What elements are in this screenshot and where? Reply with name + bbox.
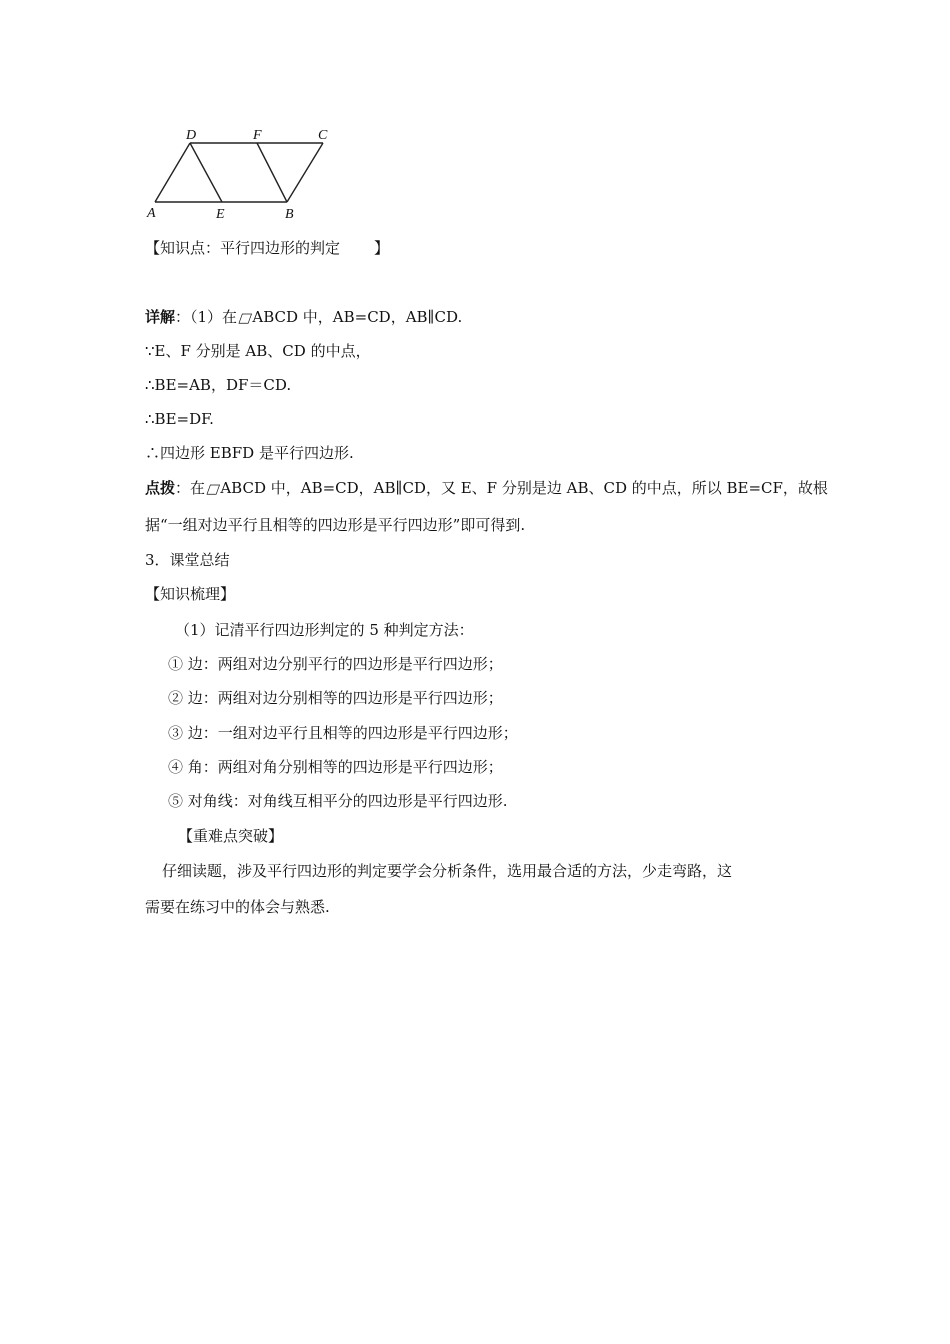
segment-bc xyxy=(287,143,323,202)
solution-text-post: ABCD 中，AB=CD，AB∥CD. xyxy=(252,308,463,326)
knowledge-review-heading: 【知识梳理】 xyxy=(145,585,236,603)
method-item-1: ① 边：两组对边分别平行的四边形是平行四边形； xyxy=(168,655,503,673)
parallelogram-icon: □ xyxy=(204,482,223,497)
knowledge-point-text: 【知识点：平行四边形的判定 xyxy=(145,239,341,257)
solution-text-pre: ：（1）在 xyxy=(175,308,238,326)
label-c: C xyxy=(318,128,328,143)
tip-line-1 xyxy=(145,478,828,500)
solution-line-1 xyxy=(145,307,462,329)
segment-de xyxy=(190,143,222,202)
label-b: B xyxy=(285,207,294,222)
methods-intro: （1）记清平行四边形判定的 5 种判定方法： xyxy=(175,621,474,639)
solution-line-2: ∵E、F 分别是 AB、CD 的中点， xyxy=(145,342,371,360)
label-a: A xyxy=(147,206,156,221)
label-f: F xyxy=(253,128,262,143)
knowledge-point-tag xyxy=(145,238,389,258)
summary-paragraph-line-1: 仔细读题，涉及平行四边形的判定要学会分析条件，选用最合适的方法，少走弯路，这 xyxy=(162,862,733,880)
parallelogram-figure xyxy=(140,120,340,225)
solution-line-5: ∴四边形 EBFD 是平行四边形. xyxy=(145,444,354,462)
tip-text-pre: ：在 xyxy=(175,479,206,497)
method-item-5: ⑤ 对角线：对角线互相平分的四边形是平行四边形. xyxy=(168,792,508,810)
label-d: D xyxy=(186,128,197,143)
solution-line-4: ∴BE=DF. xyxy=(145,410,214,428)
solution-label: 详解 xyxy=(145,308,176,326)
segment-ad xyxy=(155,143,190,202)
tip-label: 点拨 xyxy=(145,479,176,497)
summary-heading: 3．课堂总结 xyxy=(145,551,230,569)
summary-paragraph-line-2: 需要在练习中的体会与熟悉. xyxy=(145,898,330,916)
tip-text-post: ABCD 中，AB=CD，AB∥CD，又 E、F 分别是边 AB、CD 的中点，所以 BE=CF，故根 xyxy=(220,479,828,497)
solution-line-3: ∴BE=AB，DF＝CD. xyxy=(145,376,292,394)
key-points-heading: 【重难点突破】 xyxy=(178,827,284,845)
segment-fb xyxy=(257,143,287,202)
label-e: E xyxy=(216,207,225,222)
method-item-4: ④ 角：两组对角分别相等的四边形是平行四边形； xyxy=(168,758,503,776)
tip-line-2: 据“一组对边平行且相等的四边形是平行四边形”即可得到. xyxy=(145,516,526,534)
method-item-3: ③ 边：一组对边平行且相等的四边形是平行四边形； xyxy=(168,724,518,742)
knowledge-point-close: 】 xyxy=(374,239,390,257)
parallelogram-icon: □ xyxy=(236,311,255,326)
method-item-2: ② 边：两组对边分别相等的四边形是平行四边形； xyxy=(168,689,503,707)
